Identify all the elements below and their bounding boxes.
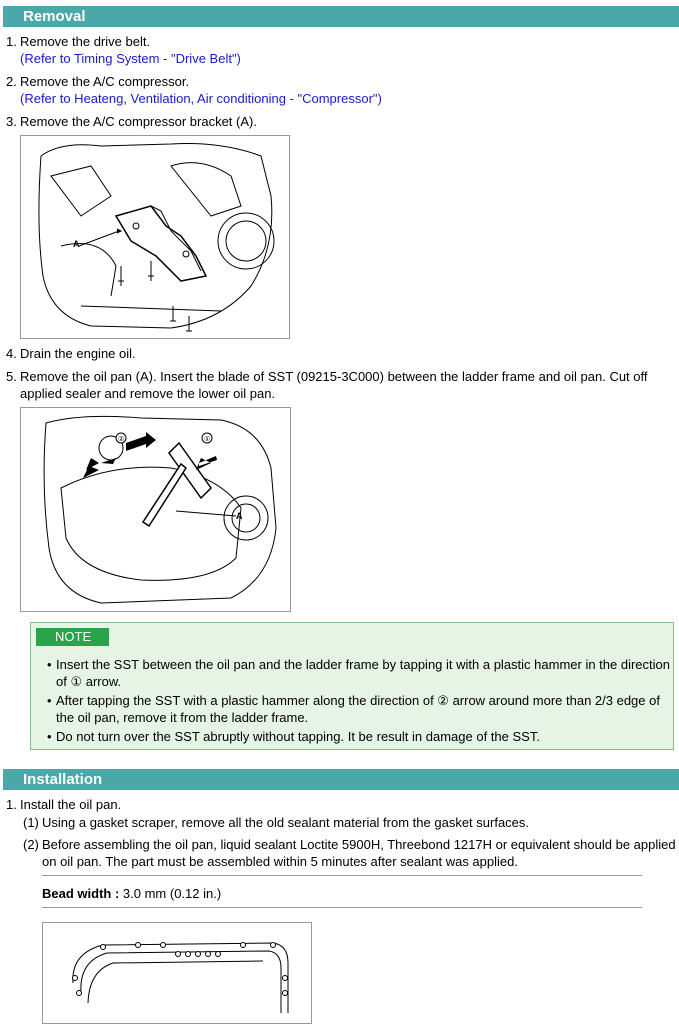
spec-divider-bottom [42,907,642,908]
step-4-text: Drain the engine oil. [20,346,136,361]
callout-a-label: A [73,239,80,249]
step-5-text-line1: Remove the oil pan (A). Insert the blade of SST (09215-3C000) between the ladder frame and oil pan. Cut off [20,369,648,384]
step-4-number: 4. [6,346,17,361]
compressor-bracket-illustration [20,135,290,339]
note-bullet-2: • [47,693,52,708]
install-sub-2-line1: Before assembling the oil pan, liquid sealant Loctite 5900H, Threebond 1217H or equivalent should be applied [42,837,676,852]
step-3-number: 3. [6,114,17,129]
note-item-1-line1: Insert the SST between the oil pan and the ladder frame by tapping it with a plastic hammer in the direction [56,657,670,672]
step-1-number: 1. [6,34,17,49]
bead-width-value: 3.0 mm (0.12 in.) [122,886,222,901]
note-bullet-3: • [47,729,52,744]
step-1-text: Remove the drive belt. [20,34,151,49]
step-5-number: 5. [6,369,17,384]
spec-divider-top [42,875,642,876]
install-sub-2-number: (2) [23,837,39,852]
step-2-reference-link[interactable]: (Refer to Heateng, Ventilation, Air conditioning - "Compressor") [20,91,382,106]
bead-width-label: Bead width : [42,886,120,901]
step-5-text-line2: applied sealer and remove the lower oil pan. [20,386,276,401]
arrow-2-marker: ② [118,436,125,443]
note-item-3-line1: Do not turn over the SST abruptly without tapping. It be result in damage of the SST. [56,729,540,744]
install-sub-1-text: Using a gasket scraper, remove all the old sealant material from the gasket surfaces. [42,815,530,830]
oil-pan-drawing [21,408,290,611]
arrow-1-marker: ① [204,436,211,443]
step-3-text: Remove the A/C compressor bracket (A). [20,114,257,129]
note-item-2-line1: After tapping the SST with a plastic hammer along the direction of ② arrow around more than 2/3 edge of [56,693,660,708]
install-step-1-text: Install the oil pan. [20,797,122,812]
oil-pan-sealant-illustration [42,922,312,1024]
note-badge: NOTE [36,628,109,646]
step-1-reference-link[interactable]: (Refer to Timing System - "Drive Belt") [20,51,241,66]
callout-a-label: A [236,511,243,521]
step-2-number: 2. [6,74,17,89]
install-sub-1-number: (1) [23,815,39,830]
oil-pan-sst-illustration [20,407,291,612]
install-step-1-number: 1. [6,797,17,812]
installation-header: Installation [3,769,679,790]
note-box [30,622,674,750]
install-sub-2-line2: on oil pan. The part must be assembled within 5 minutes after sealant was applied. [42,854,518,869]
engine-bracket-drawing [21,136,289,338]
oil-pan-outline-drawing [43,923,311,1013]
note-bullet-1: • [47,657,52,672]
note-item-1-line2: of ① arrow. [56,674,122,689]
bead-width-spec [42,885,221,902]
step-2-text: Remove the A/C compressor. [20,74,190,89]
note-item-2-line2: the oil pan, remove it from the ladder frame. [56,710,309,725]
removal-header: Removal [3,6,679,27]
